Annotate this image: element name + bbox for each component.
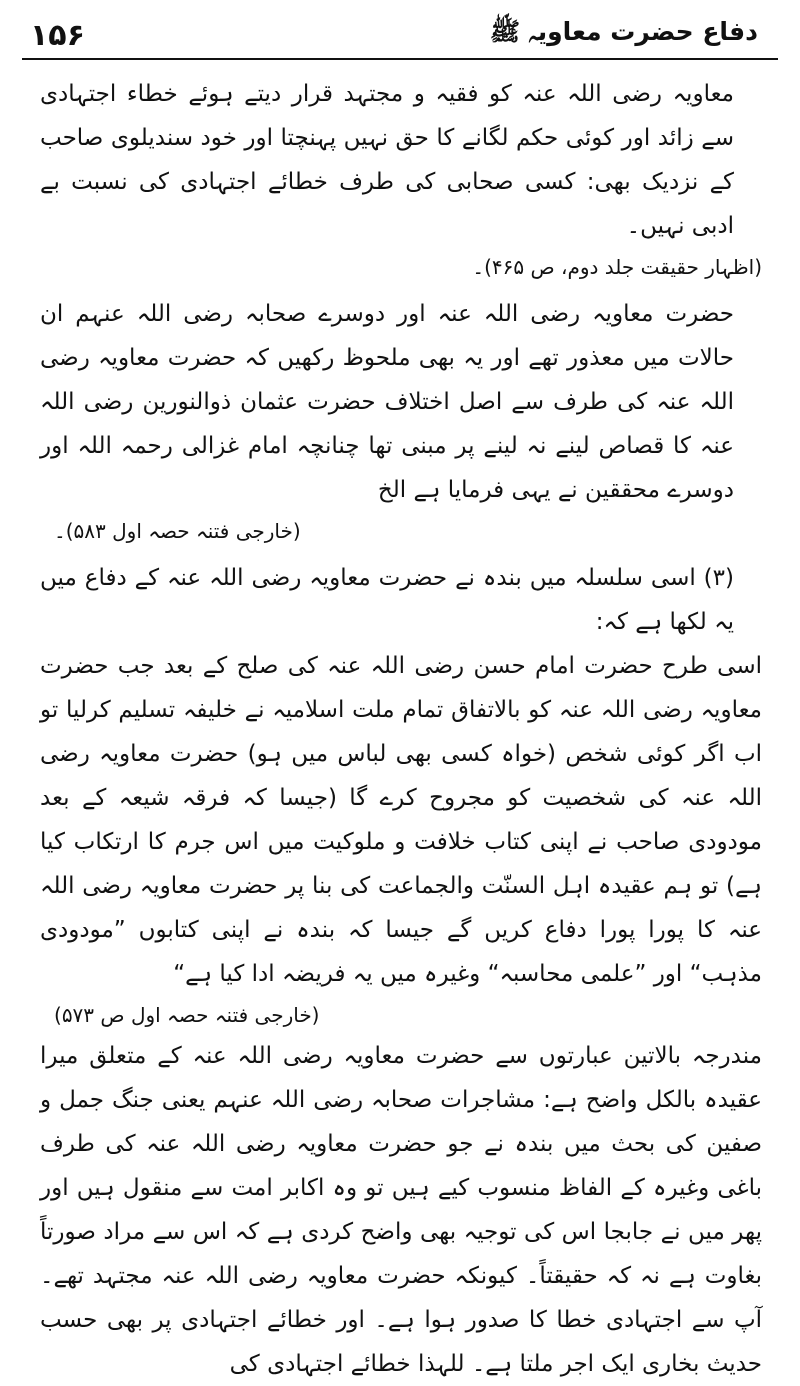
reference-1: (اظہار حقیقت جلد دوم، ص ۴۶۵)۔	[472, 255, 762, 279]
page-number: ۱۵۶	[30, 18, 85, 53]
paragraph-2: حضرت معاویہ رضی اللہ عنہ اور دوسرے صحابہ رضی اللہ عنہم ان حالات میں معذور تھے اور یہ بھی ملحوظ رکھیں کہ حضرت معاویہ رضی اللہ عنہ کی طرف سے اصل اختلاف حضرت عثمان ذوالنورین رضی اللہ عنہ کا قصاص لینے نہ لینے پر مبنی تھا چنانچہ امام غزالی رحمہ اللہ اور دوسرے محققین نے یہی فرمایا ہے الخ	[40, 301, 734, 503]
body-text	[40, 72, 762, 1377]
reference-3: (خارجی فتنہ حصہ اول ص ۵۷۳)	[54, 1003, 320, 1027]
header-divider	[22, 58, 778, 60]
running-title: دفاع حضرت معاویہ ﷺ	[489, 17, 758, 46]
paragraph-3: (۳) اسی سلسلہ میں بندہ نے حضرت معاویہ رضی اللہ عنہ کے دفاع میں یہ لکھا ہے کہ:	[40, 565, 734, 635]
paragraph-5: مندرجہ بالاتین عبارتوں سے حضرت معاویہ رضی اللہ عنہ کے متعلق میرا عقیدہ بالکل واضح ہے: مشاجرات صحابہ رضی اللہ عنہم یعنی جنگ جمل و صفین کی بحث میں بندہ نے جو حضرت معاویہ رضی اللہ عنہ کی طرف باغی وغیرہ کے الفاظ منسوب کیے ہیں تو وہ اکابر امت سے منقول ہیں اور پھر میں نے جابجا اس کی توجیہ بھی واضح کردی ہے کہ اس سے مراد صورتاً بغاوت ہے نہ کہ حقیقتاً۔ کیونکہ حضرت معاویہ رضی اللہ عنہ مجتہد تھے۔ آپ سے اجتہادی خطا کا صدور ہوا ہے۔ اور خطائے اجتہادی پر بھی حسب حدیث بخاری ایک اجر ملتا ہے۔ للہذا خطائے اجتہادی کی	[40, 1043, 762, 1377]
page-header	[20, 14, 780, 60]
reference-2: (خارجی فتنہ حصہ اول ۵۸۳)۔	[54, 519, 301, 543]
paragraph-4: اسی طرح حضرت امام حسن رضی اللہ عنہ کی صلح کے بعد جب حضرت معاویہ رضی اللہ عنہ کو بالاتفاق تمام ملت اسلامیہ نے خلیفہ تسلیم کرلیا تو اب اگر کوئی شخص (خواہ کسی بھی لباس میں ہو) حضرت معاویہ رضی اللہ عنہ کی شخصیت کو مجروح کرے گا (جیسا کہ فرقہ شیعہ کے بعد مودودی صاحب نے اپنی کتاب خلافت و ملوکیت میں اس جرم کا ارتکاب کیا ہے) تو ہم عقیدہ اہل السنّت والجماعت کی بنا پر حضرت معاویہ رضی اللہ عنہ کا پورا پورا دفاع کریں گے جیسا کہ بندہ نے اپنی کتابوں ”مودودی مذہب“ اور ”علمی محاسبہ“ وغیرہ میں یہ فریضہ ادا کیا ہے“	[40, 653, 762, 987]
paragraph-1: معاویہ رضی اللہ عنہ کو فقیہ و مجتہد قرار دیتے ہوئے خطاء اجتہادی سے زائد اور کوئی حکم لگانے کا حق نہیں پہنچتا اور خود سندیلوی صاحب کے نزدیک بھی: کسی صحابی کی طرف خطائے اجتہادی کی نسبت بے ادبی نہیں۔	[40, 81, 734, 239]
